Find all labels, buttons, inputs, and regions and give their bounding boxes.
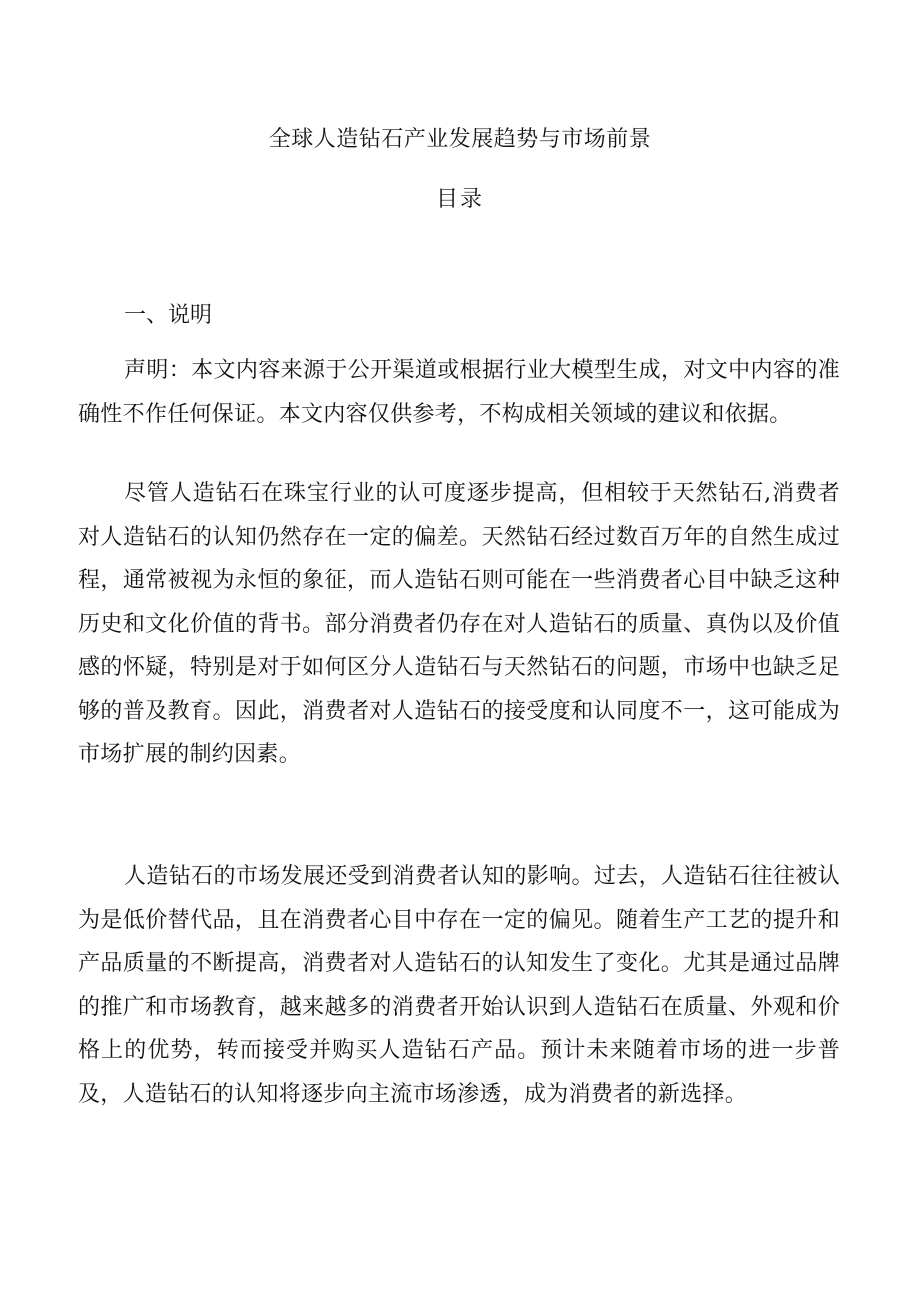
document-title: 全球人造钻石产业发展趋势与市场前景 <box>268 127 652 152</box>
section-heading: 一、说明 <box>124 303 213 328</box>
disclaimer-paragraph: 声明：本文内容来源于公开渠道或根据行业大模型生成，对文中内容的准确性不作任何保证。本文内容仅供参考，不构成相关领域的建议和依据。 <box>78 358 840 427</box>
body-paragraph: 人造钻石的市场发展还受到消费者认知的影响。过去，人造钻石往往被认为是低价替代品，且在消费者心目中存在一定的偏见。随着生产工艺的提升和产品质量的不断提高，消费者对人造钻石的认知发生了变化。尤其是通过品牌的推广和市场教育，越来越多的消费者开始认识到人造钻石在质量、外观和价格上的优势，转而接受并购买人造钻石产品。预计未来随着市场的进一步普及，人造钻石的认知将逐步向主流市场渗透，成为消费者的新选择。 <box>78 864 840 1107</box>
body-paragraph: 尽管人造钻石在珠宝行业的认可度逐步提高，但相较于天然钻石,消费者对人造钻石的认知仍然存在一定的偏差。天然钻石经过数百万年的自然生成过程，通常被视为永恒的象征，而人造钻石则可能在一些消费者心目中缺乏这种历史和文化价值的背书。部分消费者仍存在对人造钻石的质量、真伪以及价值感的怀疑，特别是对于如何区分人造钻石与天然钻石的问题，市场中也缺乏足够的普及教育。因此，消费者对人造钻石的接受度和认同度不一，这可能成为市场扩展的制约因素。 <box>78 481 840 767</box>
table-of-contents-title: 目录 <box>435 187 484 212</box>
